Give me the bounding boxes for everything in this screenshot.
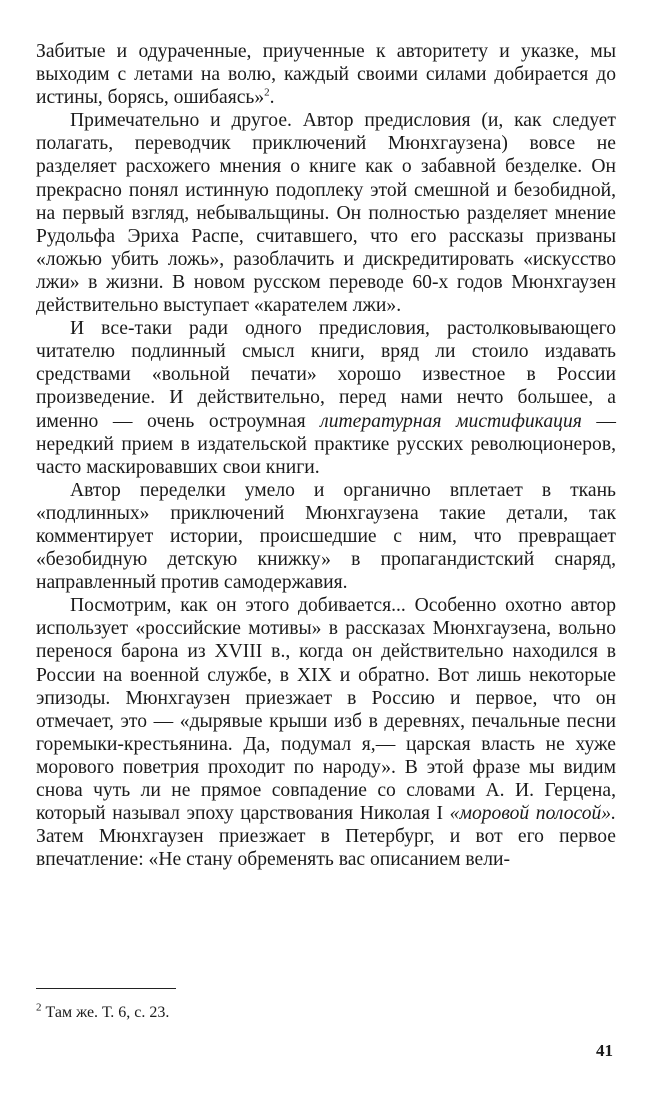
page-body (36, 40, 616, 871)
paragraph-3-italic: литературная мистификация (320, 410, 582, 432)
footnote-divider (36, 988, 176, 989)
paragraph-1 (36, 40, 616, 109)
paragraph-3 (36, 317, 616, 479)
paragraph-1-end: . (269, 87, 275, 109)
paragraph-5-start: Посмотрим, как он этого добивается... Особенно охотно автор использует «российские мотивы» в рассказах Мюнхгаузена, вольно перенося барона из XVIII в., когда он действительно находился в России на военной службе, в XIX и обратно. Вот лишь некоторые эпизоды. Мюнхгаузен приезжает в Россию и первое, что он отмечает, это — «дырявые крыши изб в деревнях, печальные песни горемыки-крестьянина. Да, подумал я,— царская власть не хуже морового поветрия проходит по народу». В этой фразе мы видим снова чуть ли не прямое совпадение со словами А. И. Герцена, который называл эпоху царствования Николая I (36, 595, 616, 825)
footnote-text: Там же. Т. 6, с. 23. (45, 1004, 170, 1021)
paragraph-5-end: Затем Мюнхгаузен приезжает в Петербург, и вот его первое впечатление: «Не стану обременять вас описанием вели- (36, 826, 616, 871)
paragraph-2: Примечательно и другое. Автор предисловия (и, как следует полагать, переводчик приключений Мюнхгаузена) вовсе не разделяет расхожего мнения о книге как о забавной безделке. Он прекрасно понял истинную подоплеку этой смешной и безобидной, на первый взгляд, небывальщины. Он полностью разделяет мнение Рудольфа Эриха Распе, считавшего, что его рассказы призваны «ложью убить ложь», разоблачить и дискредитировать «искусство лжи» в жизни. В новом русском переводе 60-х годов Мюнхгаузен действительно выступает «карателем лжи». (36, 110, 616, 317)
paragraph-5 (36, 594, 616, 871)
paragraph-4: Автор переделки умело и органично вплетает в ткань «подлинных» приключений Мюнхгаузена такие детали, так комментирует истории, происшедшие с ним, что превращает «безобидную детскую книжку» в пропагандистский снаряд, направленный против самодержавия. (36, 479, 616, 594)
footnote (36, 1001, 170, 1022)
paragraph-3-end: — нередкий прием в издательской практике русских революционеров, часто маскировавших свои книги. (36, 410, 616, 478)
paragraph-5-italic: «моровой полосой». (449, 803, 616, 825)
footnote-ref: 2 (264, 86, 270, 99)
page-number: 41 (596, 1041, 613, 1060)
footnote-number: 2 (36, 1001, 42, 1014)
paragraph-1-text: Забитые и одураченные, приученные к авторитету и указке, мы выходим с летами на волю, каждый своими силами добирается до истины, борясь, ошибаясь» (36, 41, 616, 109)
paragraph-3-start: И все-таки ради одного предисловия, растолковывающего читателю подлинный смысл книги, вряд ли стоило издавать средствами «вольной печати» хорошо известное в России произведение. И действительно, перед нами нечто большее, а именно — очень остроумная (36, 318, 616, 432)
